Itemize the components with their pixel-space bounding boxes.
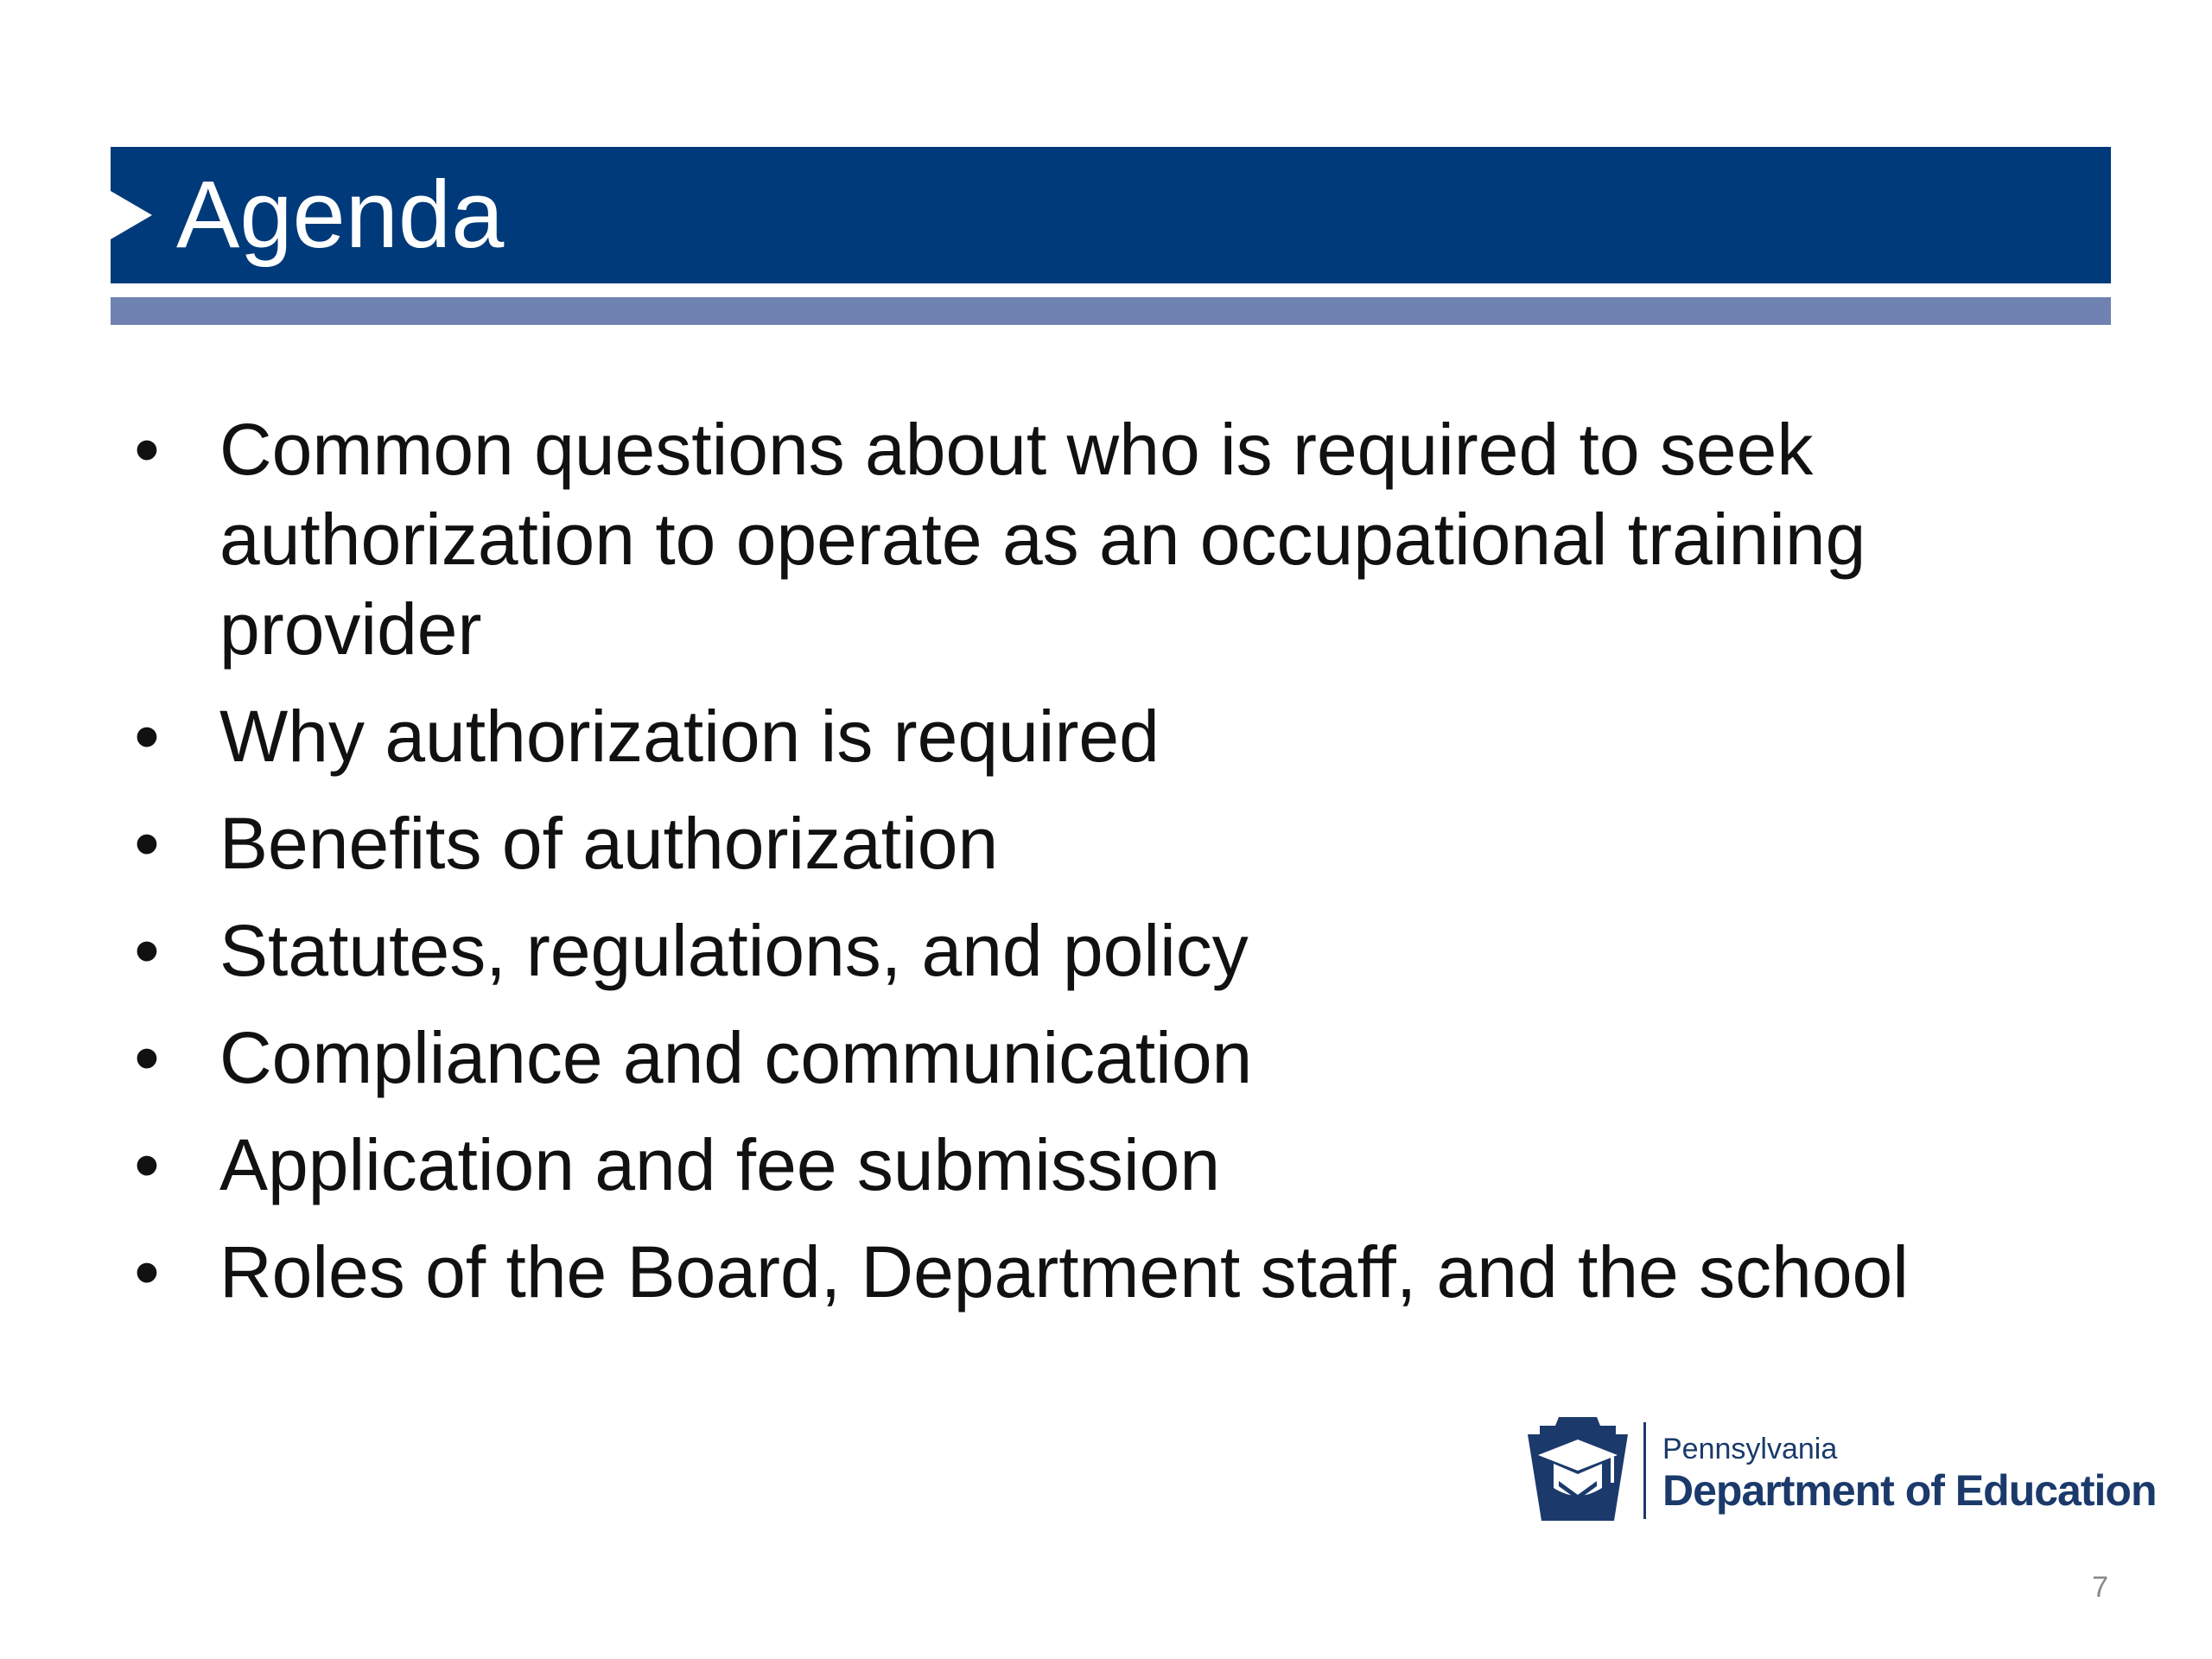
agenda-item bbox=[130, 1120, 2100, 1210]
bullet-icon: • bbox=[134, 803, 160, 884]
title-arrow-icon bbox=[111, 191, 152, 239]
title-underline bbox=[111, 297, 2111, 325]
logo-divider bbox=[1643, 1422, 1646, 1519]
bullet-icon: • bbox=[134, 696, 160, 777]
agenda-item bbox=[130, 691, 2100, 781]
bullet-icon: • bbox=[134, 1017, 160, 1098]
bullet-icon: • bbox=[134, 409, 160, 490]
logo-department-name: Department of Education bbox=[1662, 1466, 2157, 1515]
agenda-item bbox=[130, 1013, 2100, 1103]
agenda-item bbox=[130, 404, 2100, 674]
agenda-item bbox=[130, 906, 2100, 995]
agenda-item-text: Why authorization is required bbox=[219, 696, 1160, 777]
agenda-item-text: Compliance and communication bbox=[219, 1017, 1253, 1098]
slide-title: Agenda bbox=[176, 162, 505, 268]
agenda-item-text: Common questions about who is required to seek authorization to operate as an occupational training provider bbox=[219, 409, 1866, 670]
agenda-list bbox=[130, 404, 2100, 1334]
agenda-item bbox=[130, 1227, 2100, 1317]
agenda-item-text: Application and fee submission bbox=[219, 1124, 1221, 1205]
title-bar bbox=[111, 147, 2111, 283]
slide-number: 7 bbox=[2092, 1571, 2108, 1604]
keystone-graduation-cap-icon bbox=[1528, 1417, 1628, 1521]
agenda-item-text: Statutes, regulations, and policy bbox=[219, 910, 1249, 991]
bullet-icon: • bbox=[134, 1124, 160, 1205]
agenda-item-text: Benefits of authorization bbox=[219, 803, 999, 884]
bullet-icon: • bbox=[134, 1231, 160, 1313]
bullet-icon: • bbox=[134, 910, 160, 991]
logo-state-name: Pennsylvania bbox=[1662, 1433, 1838, 1465]
agenda-item-text: Roles of the Board, Department staff, and the school bbox=[219, 1231, 1909, 1313]
pde-logo bbox=[1528, 1417, 2157, 1521]
agenda-item bbox=[130, 798, 2100, 888]
